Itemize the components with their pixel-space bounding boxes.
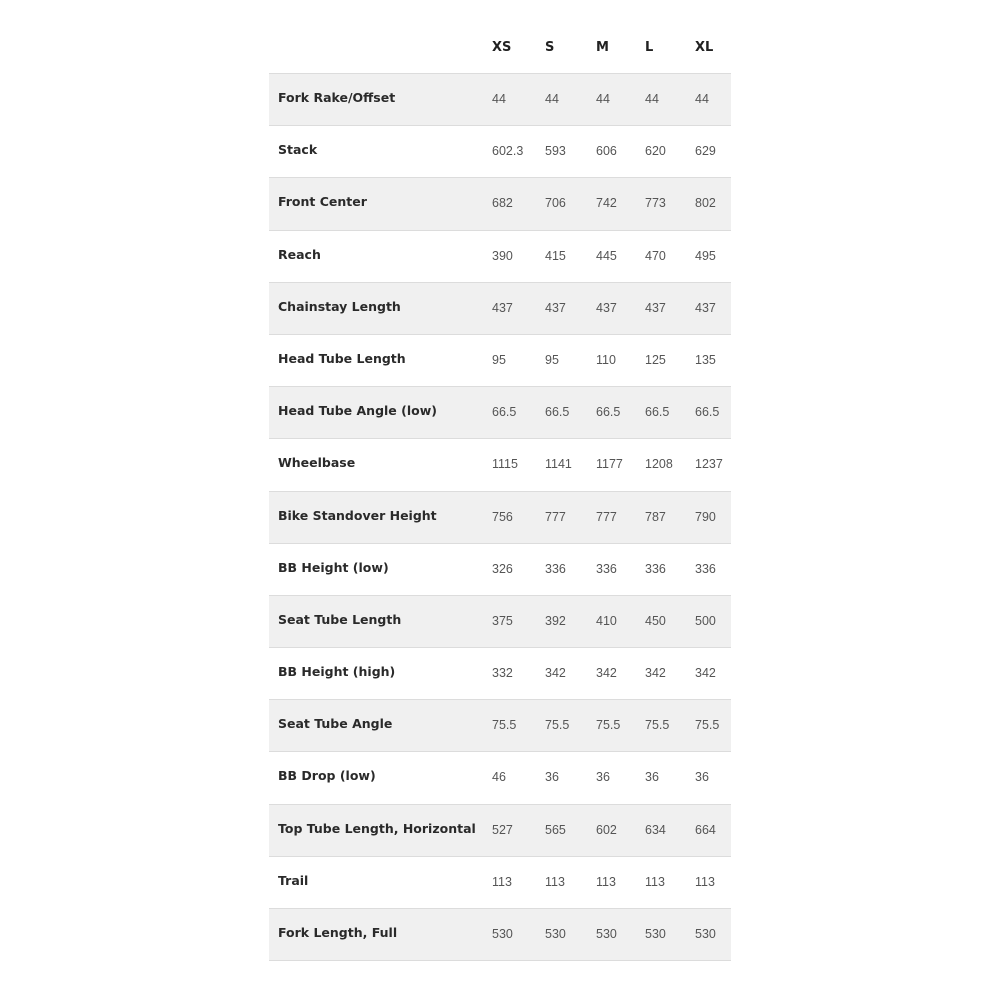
row-label: Fork Length, Full [278, 925, 398, 940]
table-cell-xs: 75.5 [492, 718, 517, 733]
table-cell-m: 1177 [596, 457, 623, 472]
row-label: Fork Rake/Offset [278, 90, 396, 105]
table-cell-m: 742 [596, 196, 617, 211]
size-header-xl: XL [695, 40, 714, 55]
table-cell-l: 530 [645, 927, 666, 941]
table-cell-xs: 66.5 [492, 405, 517, 420]
table-body [269, 74, 731, 961]
table-cell-s: 95 [545, 352, 559, 367]
table-cell-xl: 44 [695, 92, 709, 106]
table-row [269, 648, 731, 700]
row-label: BB Drop (low) [278, 768, 376, 784]
table-cell-m: 336 [596, 561, 617, 576]
table-row [269, 231, 731, 283]
row-label: Reach [278, 246, 321, 262]
size-header-l: L [645, 40, 654, 55]
table-cell-xs: 682 [492, 196, 513, 211]
table-cell-xl: 342 [695, 666, 716, 681]
table-cell-xl: 66.5 [695, 405, 720, 420]
table-row [269, 909, 731, 961]
table-row [269, 544, 731, 596]
table-cell-s: 437 [545, 300, 566, 315]
table-cell-xs: 1115 [492, 457, 518, 472]
table-cell-m: 445 [596, 248, 617, 263]
table-cell-m: 75.5 [596, 718, 621, 733]
row-label: BB Height (high) [278, 664, 396, 680]
table-cell-xl: 664 [695, 822, 716, 837]
table-cell-l: 342 [645, 666, 666, 681]
table-cell-l: 787 [645, 509, 666, 524]
row-label: Chainstay Length [278, 298, 401, 314]
table-cell-s: 44 [545, 92, 559, 106]
table-cell-xs: 44 [492, 92, 506, 106]
table-cell-xs: 527 [492, 822, 513, 837]
row-label: Seat Tube Length [278, 611, 402, 627]
table-cell-l: 336 [645, 561, 666, 576]
row-label: Stack [278, 142, 318, 158]
row-label: BB Height (low) [278, 559, 389, 575]
table-cell-m: 66.5 [596, 405, 621, 420]
table-cell-xs: 95 [492, 352, 506, 367]
table-cell-xl: 437 [695, 300, 716, 315]
table-row [269, 126, 731, 178]
table-row [269, 387, 731, 439]
table-cell-l: 113 [645, 874, 665, 889]
table-cell-xs: 46 [492, 770, 506, 785]
row-label: Wheelbase [278, 455, 356, 471]
table-row [269, 439, 731, 491]
table-cell-s: 392 [545, 613, 566, 628]
table-cell-l: 125 [645, 352, 666, 367]
row-label: Bike Standover Height [278, 507, 437, 523]
table-cell-s: 593 [545, 144, 566, 159]
table-row [269, 857, 731, 909]
table-cell-s: 565 [545, 822, 566, 837]
table-header [269, 20, 731, 74]
table-cell-xs: 390 [492, 248, 513, 263]
table-cell-m: 36 [596, 770, 610, 785]
table-cell-xl: 495 [695, 248, 716, 263]
table-cell-m: 44 [596, 92, 610, 106]
table-cell-m: 530 [596, 927, 617, 941]
table-cell-s: 336 [545, 561, 566, 576]
table-cell-xl: 629 [695, 144, 716, 159]
table-cell-l: 75.5 [645, 718, 670, 733]
size-header-xs: XS [492, 40, 512, 55]
table-cell-s: 113 [545, 874, 565, 889]
table-cell-l: 66.5 [645, 405, 670, 420]
table-cell-xl: 530 [695, 927, 716, 941]
row-label: Trail [278, 872, 309, 888]
table-cell-xl: 802 [695, 196, 716, 211]
table-cell-xl: 790 [695, 509, 716, 524]
table-cell-xs: 113 [492, 874, 512, 889]
table-cell-xs: 326 [492, 561, 513, 576]
table-cell-xl: 500 [695, 613, 716, 628]
table-cell-m: 602 [596, 822, 617, 837]
table-cell-xl: 75.5 [695, 718, 720, 733]
table-cell-l: 620 [645, 144, 666, 159]
table-row [269, 596, 731, 648]
table-cell-l: 1208 [645, 457, 673, 472]
table-row [269, 492, 731, 544]
table-cell-xl: 336 [695, 561, 716, 576]
table-cell-m: 113 [596, 874, 616, 889]
table-cell-xs: 530 [492, 927, 513, 941]
table-cell-m: 437 [596, 300, 617, 315]
table-cell-xs: 332 [492, 666, 513, 681]
table-row [269, 74, 731, 126]
table-cell-xl: 113 [695, 874, 715, 889]
table-cell-l: 450 [645, 613, 666, 628]
row-label: Head Tube Length [278, 350, 406, 366]
table-row [269, 752, 731, 804]
table-cell-xs: 756 [492, 509, 513, 524]
size-header-s: S [545, 40, 555, 55]
table-cell-s: 415 [545, 248, 566, 263]
table-cell-m: 342 [596, 666, 617, 681]
table-row [269, 700, 731, 752]
table-cell-l: 470 [645, 248, 666, 263]
table-cell-s: 66.5 [545, 405, 570, 420]
table-cell-xs: 437 [492, 300, 513, 315]
table-cell-xl: 1237 [695, 457, 723, 472]
row-label: Seat Tube Angle [278, 716, 393, 732]
row-label: Head Tube Angle (low) [278, 403, 437, 419]
table-cell-s: 706 [545, 196, 566, 211]
table-cell-l: 773 [645, 196, 666, 211]
table-cell-s: 1141 [545, 457, 572, 472]
table-cell-m: 410 [596, 613, 617, 628]
table-cell-s: 777 [545, 509, 566, 524]
table-cell-l: 634 [645, 822, 666, 837]
size-header-m: M [596, 40, 609, 55]
table-cell-xs: 602.3 [492, 144, 524, 159]
table-row [269, 335, 731, 387]
table-cell-s: 75.5 [545, 718, 570, 733]
row-label: Front Center [278, 194, 367, 210]
table-row [269, 178, 731, 230]
table-cell-xl: 36 [695, 770, 709, 785]
table-cell-l: 36 [645, 770, 659, 785]
table-cell-m: 777 [596, 509, 617, 524]
geometry-table [269, 20, 731, 961]
row-label: Top Tube Length, Horizontal [278, 820, 476, 836]
table-cell-l: 437 [645, 300, 666, 315]
table-cell-xl: 135 [695, 352, 716, 367]
table-cell-s: 36 [545, 770, 559, 785]
table-cell-s: 342 [545, 666, 566, 681]
table-cell-m: 110 [596, 352, 616, 367]
table-cell-m: 606 [596, 144, 617, 159]
table-cell-l: 44 [645, 92, 659, 106]
table-row [269, 283, 731, 335]
table-row [269, 805, 731, 857]
table-cell-s: 530 [545, 927, 566, 941]
table-cell-xs: 375 [492, 613, 513, 628]
